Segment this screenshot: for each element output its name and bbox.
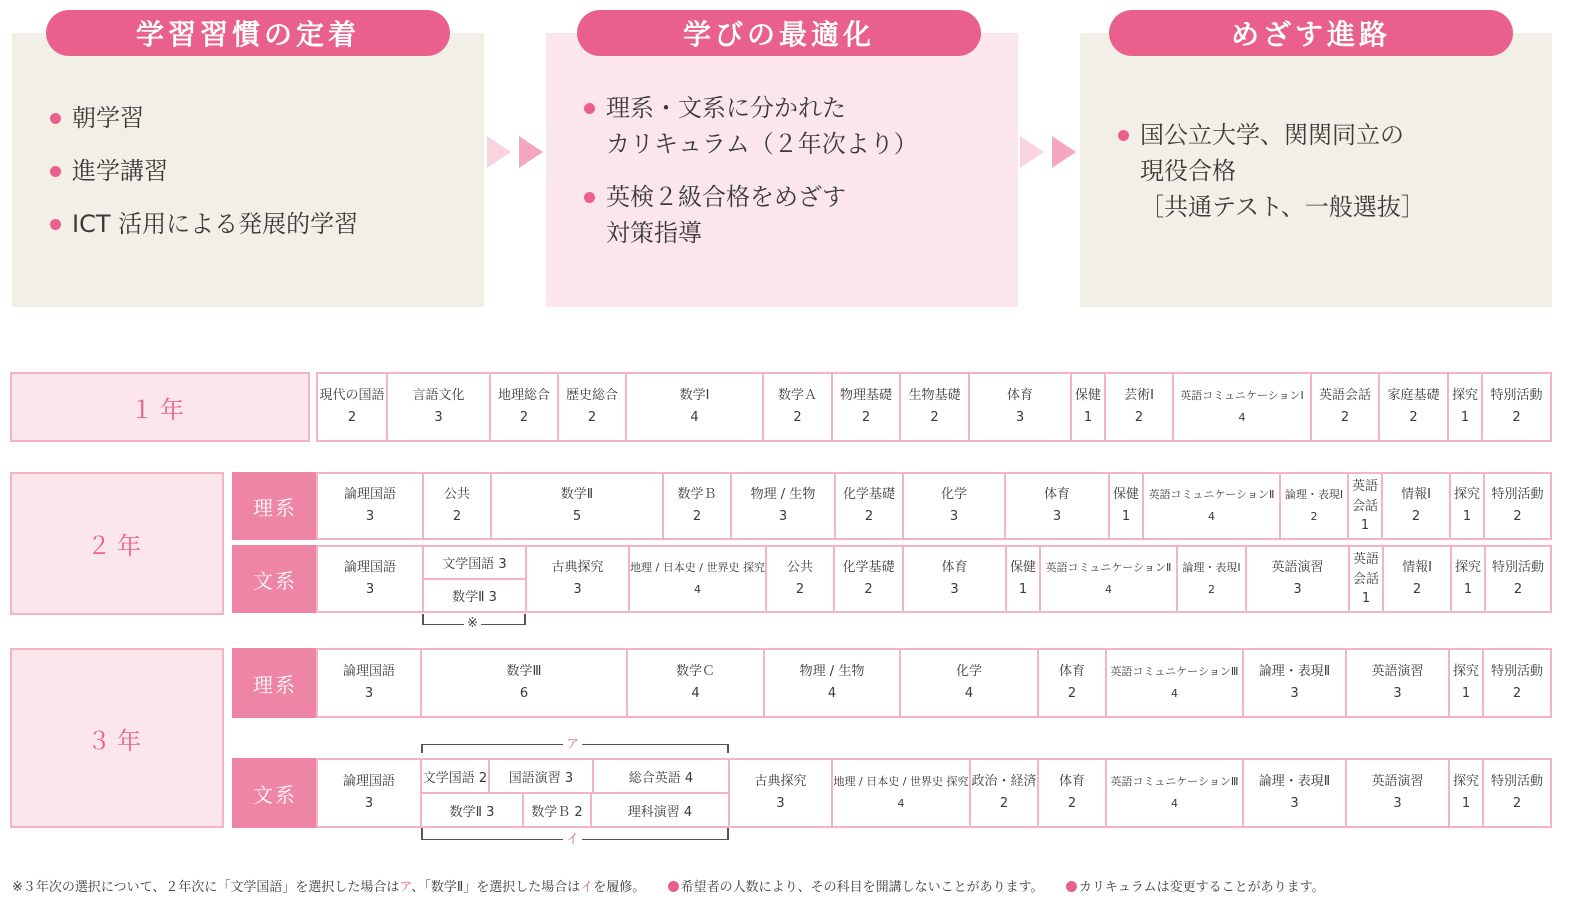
subject-cell [1312,374,1380,440]
subject-units: 2 [1513,509,1522,524]
subject-units: 2 [1409,410,1418,425]
subject-cell [1006,474,1110,538]
choice-mark-a: ア [563,738,582,752]
subject-name: 英語コミュニケーションⅠ [1180,389,1304,402]
arrow-right-icon [519,136,543,168]
card-title-optimize: 学びの最適化 [577,10,981,56]
subject-name: 公共 [786,560,813,575]
subject-name: 数学Ｂ [677,487,717,502]
elective-option: 総合英語 4 [628,770,694,786]
subject-name: 論理国語 [342,774,395,789]
subject-name: 特別活動 [1490,388,1543,403]
subject-units: 2 [1412,582,1422,597]
subject-name: 論理国語 [343,560,396,575]
subject-cell [1483,374,1550,440]
subject-cell [1484,760,1550,826]
subject-row-year2-humanities [316,545,1552,613]
subject-name: 英語演習 [1371,664,1424,679]
subject-name: 論理・表現Ⅰ [1182,561,1241,574]
subject-cell [1110,474,1144,538]
subject-cell [1347,650,1450,716]
subject-cell [1072,374,1106,440]
subject-name: 英語コミュニケーションⅡ [1045,561,1172,574]
subject-name: 歴史総合 [565,388,618,403]
subject-name: 化学 [955,664,982,679]
card-title-career: めざす進路 [1109,10,1513,56]
bullet-item: 進学講習 [50,153,358,189]
subject-cell [1039,650,1107,716]
subject-name: 特別活動 [1491,560,1544,575]
subject-units: 1 [1460,410,1470,425]
subject-name: 数学Ｃ [675,664,715,679]
subject-name: 探究 [1451,388,1478,403]
subject-units: 2 [692,509,702,524]
subject-cell [1281,474,1349,538]
subject-cell [764,374,833,440]
subject-name: 論理国語 [342,664,395,679]
subject-name: 現代の国語 [319,388,385,403]
subject-name: 化学 [940,487,967,502]
subject-units: 2 [1513,582,1523,597]
subject-cell [1486,547,1550,611]
subject-cell [1041,547,1178,611]
bullet-dot-icon [668,881,679,892]
subject-units: 2 [1512,686,1522,701]
subject-name: 情報Ⅰ [1402,560,1432,575]
subject-name: 数学Ａ [777,388,817,403]
elective-option: 数学Ⅱ 3 [452,590,497,605]
subject-units: 2 [1067,796,1077,811]
subject-name: 探究 [1453,487,1480,502]
subject-name: 論理・表現Ⅱ [1258,664,1331,679]
bullet-item: ICT 活用による発展的学習 [50,206,358,242]
subject-cell [318,547,424,611]
subject-units: 4 [1171,687,1178,700]
subject-cell [424,474,492,538]
subject-units: 1 [1461,796,1471,811]
subject-units: 1 [1083,410,1093,425]
note-mark: ※ [464,617,481,631]
subject-cell [730,760,833,826]
subject-cell [318,760,422,826]
subject-units: 3 [573,582,582,597]
subject-units: 3 [1393,796,1402,811]
elective-choice [422,760,730,826]
track-tag-humanities: 文系 [232,545,318,613]
choice-bracket-b [421,828,729,848]
subject-cell [630,547,767,611]
subject-name: 言語文化 [412,388,465,403]
subject-units: 4 [691,686,700,701]
footer-note-2: 希望者の人数により、その科目を開講しないことがあります。 [680,880,1044,895]
subject-cell [904,474,1006,538]
subject-name: 英語コミュニケーションⅢ [1110,775,1239,788]
subject-name: 芸術Ⅰ [1124,388,1154,403]
subject-units: 4 [897,797,905,810]
subject-name: 保健 [1074,388,1101,403]
bullet-dot-icon [1066,881,1077,892]
bullet-list-career [1118,117,1425,242]
subject-units: 2 [519,410,529,425]
subject-name: 情報Ⅰ [1401,487,1431,502]
subject-row-year3-humanities [316,758,1552,828]
subject-name: 探究 [1452,664,1479,679]
elective-option: 国語演習 3 [490,760,594,792]
note-bracket [422,614,526,631]
subject-units: 4 [1105,583,1112,596]
footer-note-1a: ※３年次の選択について、２年次に「文学国語」を選択した場合は [12,880,400,895]
choice-bracket-a [421,738,729,752]
subject-units: 1 [1462,509,1472,524]
subject-cell [1350,547,1384,611]
subject-name: 化学基礎 [842,487,895,502]
subject-units: 2 [861,410,871,425]
bullet-item: 朝学習 [50,100,358,136]
subject-cell [492,474,664,538]
bullet-list-habit [50,100,358,259]
subject-cell [1451,474,1485,538]
subject-cell [1347,760,1450,826]
track-tag-humanities: 文系 [232,758,318,828]
subject-cell [1484,650,1550,716]
subject-units: 4 [1238,411,1246,424]
subject-units: 2 [1512,796,1522,811]
subject-cell [422,650,628,716]
subject-name: 地理 / 日本史 / 世界史 探究 [630,561,765,574]
subject-units: 2 [1310,510,1318,523]
subject-units: 2 [1340,410,1350,425]
subject-cell [1247,547,1350,611]
elective-option: 文学国語 3 [424,547,525,580]
bullet-item: 理系・文系に分かれた カリキュラム（２年次より） [584,90,918,162]
subject-cell [627,374,764,440]
subject-name: 探究 [1454,560,1481,575]
elective-option: 理科演習 4 [627,804,693,820]
subject-units: 4 [694,583,701,596]
subject-name: 体育 [1006,388,1033,403]
subject-cell [970,374,1072,440]
subject-cell [1380,374,1449,440]
subject-name: 特別活動 [1490,664,1543,679]
subject-name: 物理 / 生物 [750,487,816,502]
subject-cell [833,760,971,826]
subject-cell [1244,760,1347,826]
subject-name: 生物基礎 [908,388,961,403]
subject-name: 保健 [1112,487,1139,502]
subject-units: 2 [999,796,1009,811]
elective-option: 文学国語 2 [422,760,490,792]
subject-cell [1452,547,1486,611]
subject-cell [628,650,765,716]
subject-name: 物理基礎 [839,388,892,403]
subject-name: 論理国語 [343,487,396,502]
footer-note-1c: を履修。 [593,880,646,895]
choice-row-a [422,760,728,794]
subject-name: 数学Ⅰ [679,388,710,403]
subject-units: 2 [587,410,597,425]
subject-name: 特別活動 [1491,487,1544,502]
subject-name: 地理総合 [497,388,550,403]
subject-units: 5 [572,509,582,524]
subject-name: 特別活動 [1490,774,1543,789]
subject-units: 1 [1463,582,1473,597]
arrow-right-icon [1020,136,1044,168]
subject-cell [527,547,630,611]
subject-units: 3 [1393,686,1402,701]
track-tag-science: 理系 [232,472,318,540]
subject-units: 4 [827,686,837,701]
subject-units: 4 [964,686,974,701]
elective-option: 数学Ⅱ 3 [422,794,524,826]
subject-units: 3 [1015,410,1025,425]
subject-units: 2 [795,582,805,597]
subject-name: 体育 [1058,774,1085,789]
subject-units: 2 [1067,686,1077,701]
arrow-right-icon [487,136,511,168]
subject-name: 体育 [1043,487,1070,502]
subject-cell [1107,650,1244,716]
subject-units: 1 [1360,518,1370,533]
subject-units: 2 [864,509,874,524]
subject-units: 4 [690,410,699,425]
subject-cell [971,760,1039,826]
subject-name: 化学基礎 [842,560,895,575]
subject-units: 3 [950,582,959,597]
subject-cell [1383,474,1451,538]
subject-units: 3 [1290,796,1299,811]
subject-cell [664,474,732,538]
subject-name: 体育 [941,560,968,575]
subject-row-year3-science [316,648,1552,718]
subject-cell [318,650,422,716]
subject-cell [388,374,491,440]
subject-units: 2 [347,410,357,425]
bullet-item: 国公立大学、関関同立の 現役合格 ［共通テスト、一般選抜］ [1118,117,1425,225]
subject-cell [1107,760,1244,826]
subject-cell [1450,650,1484,716]
year-label-2: ２年 [10,472,224,615]
subject-units: 1 [1018,582,1028,597]
subject-cell [732,474,836,538]
subject-cell [318,474,424,538]
subject-units: 3 [434,410,443,425]
subject-name: 英語会話 [1352,552,1379,587]
subject-units: 3 [1052,509,1062,524]
subject-name: 家庭基礎 [1387,388,1440,403]
year-label-3: ３年 [10,648,224,828]
subject-cell [1174,374,1312,440]
footer-notes [12,876,1325,895]
subject-units: 3 [365,582,375,597]
subject-cell [1349,474,1383,538]
subject-name: 英語会話 [1351,479,1378,514]
subject-units: 3 [778,509,788,524]
subject-name: 公共 [443,487,470,502]
subject-cell [1485,474,1550,538]
subject-units: 2 [864,582,873,597]
subject-name: 数学Ⅱ [560,487,594,502]
card-title-habit: 学習習慣の定着 [46,10,450,56]
subject-cell [559,374,627,440]
subject-name: 地理 / 日本史 / 世界史 探究 [833,775,969,788]
subject-units: 4 [1208,510,1215,523]
subject-name: 英語演習 [1271,560,1324,575]
subject-name: 探究 [1452,774,1479,789]
subject-units: 3 [949,509,959,524]
footer-mark-a: ア [399,880,412,895]
subject-cell [836,474,904,538]
subject-units: 2 [1134,410,1144,425]
subject-units: 3 [1293,582,1302,597]
subject-units: 3 [364,686,374,701]
subject-units: 3 [364,796,374,811]
subject-cell [491,374,559,440]
footer-note-3: カリキュラムは変更することがあります。 [1078,880,1325,895]
choice-row-b [422,794,728,826]
subject-units: 3 [365,509,375,524]
subject-units: 2 [1411,509,1421,524]
choice-mark-b: イ [563,833,582,847]
subject-name: 体育 [1058,664,1085,679]
subject-name: 保健 [1009,560,1036,575]
subject-row-year2-science [316,472,1552,540]
subject-cell [1178,547,1247,611]
footer-mark-b: イ [580,880,594,895]
subject-name: 英語会話 [1318,388,1371,403]
subject-name: 古典探究 [754,774,807,789]
subject-units: 6 [519,686,529,701]
subject-name: 英語コミュニケーションⅡ [1148,488,1275,501]
subject-name: 物理 / 生物 [799,664,865,679]
subject-cell [1007,547,1041,611]
subject-cell [1450,760,1484,826]
elective-choice [424,547,527,611]
footer-note-1b: 、「数学Ⅱ」を選択した場合は [411,880,581,895]
subject-cell [835,547,904,611]
subject-name: 論理・表現Ⅱ [1258,774,1331,789]
subject-cell [1384,547,1452,611]
arrow-right-icon [1052,136,1076,168]
year-label-1: １年 [10,372,310,442]
subject-units: 1 [1361,591,1371,606]
subject-name: 論理・表現Ⅰ [1284,488,1344,501]
subject-name: 英語演習 [1371,774,1424,789]
track-tag-science: 理系 [232,648,318,718]
subject-name: 英語コミュニケーションⅢ [1110,665,1239,678]
subject-row-year1 [316,372,1552,442]
subject-units: 1 [1461,686,1471,701]
subject-name: 政治・経済 [971,774,1037,789]
subject-cell [1106,374,1174,440]
subject-units: 2 [793,410,802,425]
subject-cell [767,547,835,611]
subject-units: 2 [452,509,462,524]
subject-name: 古典探究 [551,560,604,575]
subject-cell [833,374,901,440]
subject-units: 1 [1121,509,1131,524]
subject-cell [318,374,388,440]
bullet-item: 英検２級合格をめざす 対策指導 [584,179,918,251]
subject-name: 数学Ⅲ [506,664,542,679]
subject-cell [901,374,970,440]
subject-cell [1039,760,1107,826]
subject-units: 3 [776,796,785,811]
subject-cell [765,650,901,716]
subject-cell [901,650,1039,716]
subject-cell [1144,474,1281,538]
bullet-list-optimize [584,90,918,268]
subject-units: 2 [1512,410,1521,425]
subject-cell [1244,650,1347,716]
subject-cell [1449,374,1483,440]
subject-units: 4 [1171,797,1178,810]
subject-cell [904,547,1007,611]
subject-units: 2 [930,410,939,425]
elective-option: 数学Ｂ 2 [524,794,592,826]
subject-units: 2 [1208,583,1215,596]
subject-units: 3 [1290,686,1299,701]
